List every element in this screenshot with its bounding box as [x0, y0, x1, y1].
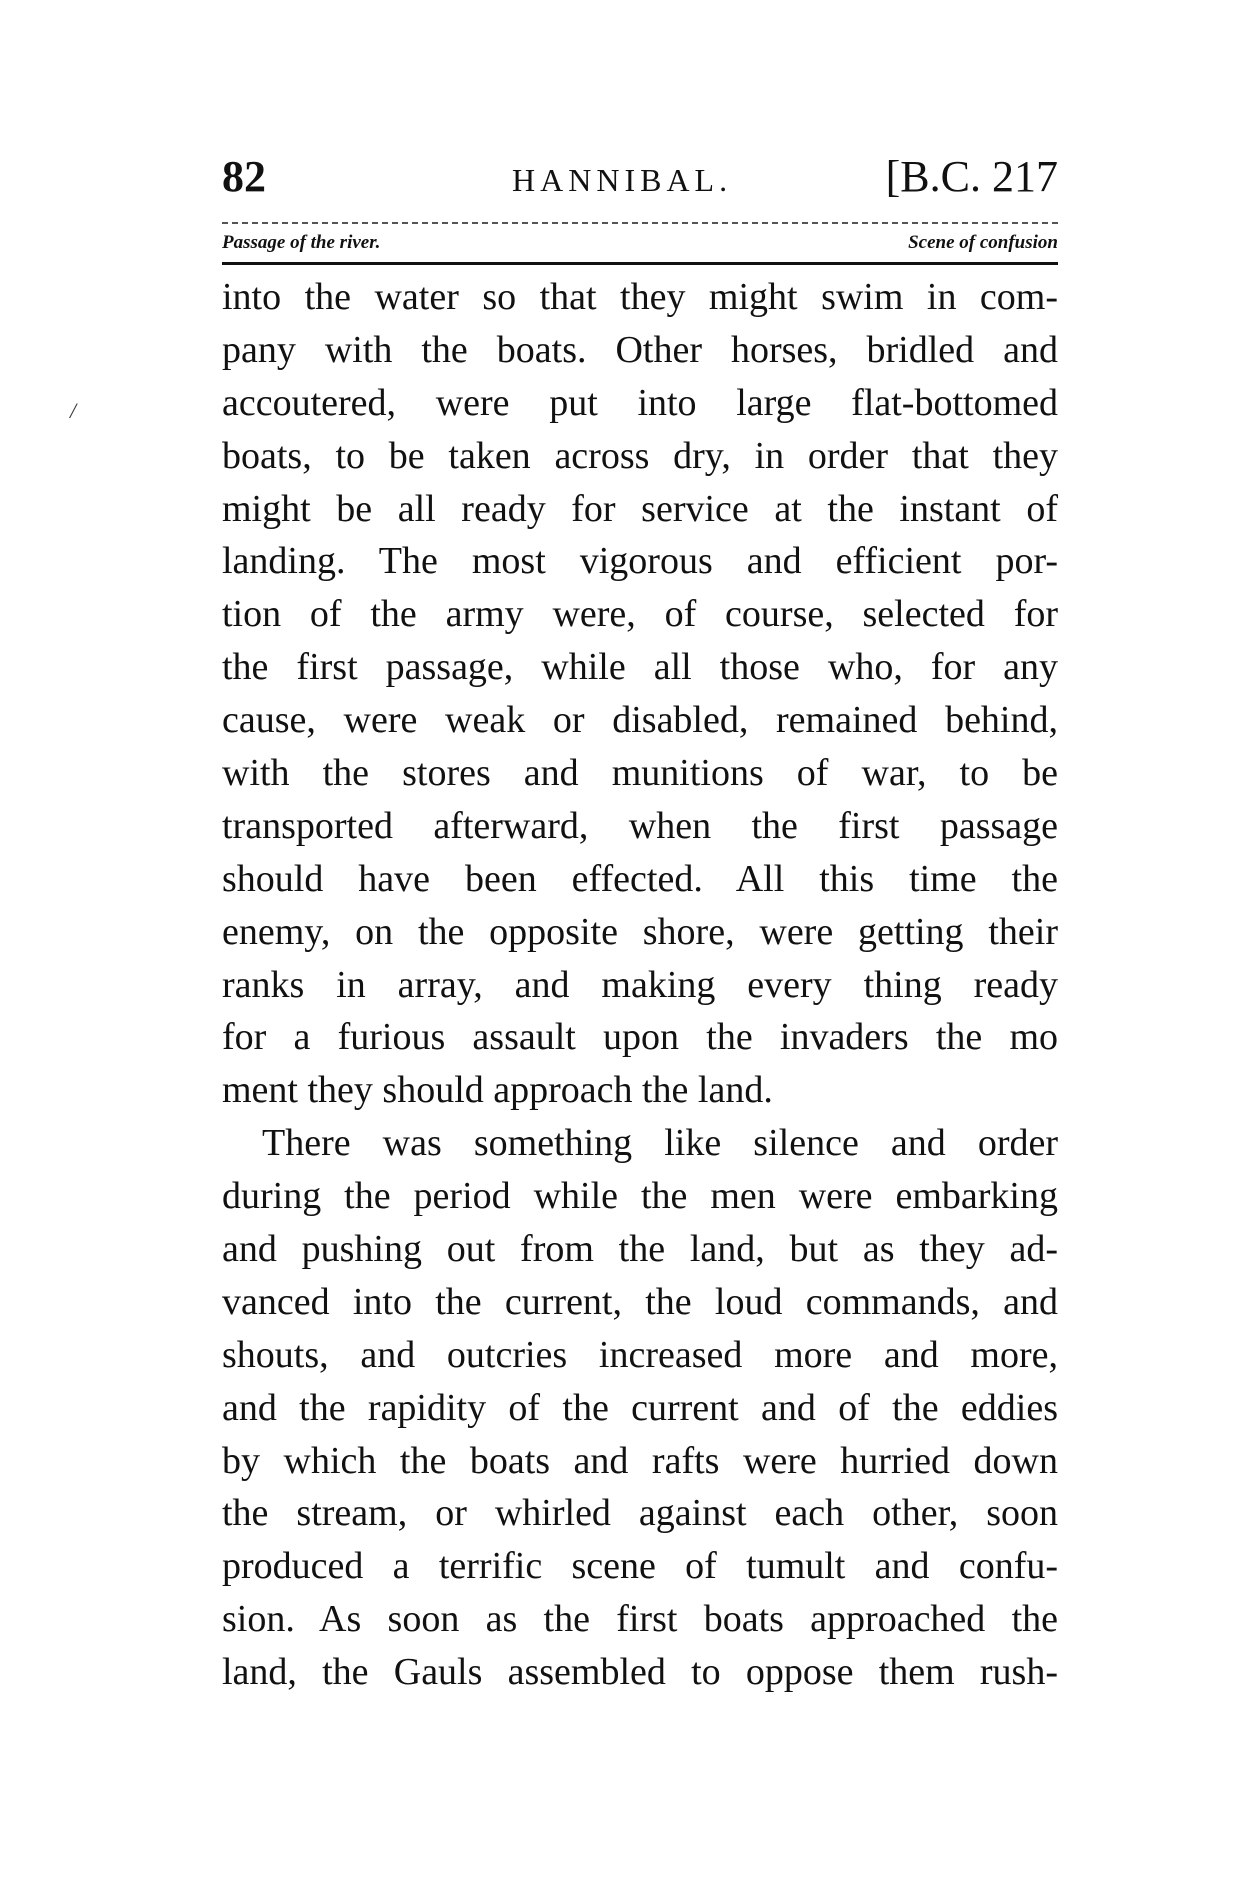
text-line: the first passage, while all those who, for any — [222, 646, 1058, 689]
paragraph-1 — [222, 271, 1058, 1117]
text-line: pany with the boats. Other horses, bridled and — [222, 328, 1058, 371]
side-note-right: Scene of confusion — [908, 232, 1058, 253]
text-line: shouts, and outcries increased more and more, — [222, 1333, 1058, 1376]
text-line: by which the boats and rafts were hurried down — [222, 1439, 1058, 1482]
text-line: ranks in array, and making every thing ready — [222, 963, 1058, 1006]
side-notes — [222, 228, 1058, 258]
date-reference: [B.C. 217 — [885, 152, 1058, 201]
running-head — [222, 150, 1058, 204]
text-line: and pushing out from the land, but as they ad- — [222, 1228, 1058, 1271]
text-line: into the water so that they might swim in com- — [222, 276, 1058, 318]
text-line: transported afterward, when the first passage — [222, 804, 1058, 847]
text-line: accoutered, were put into large flat-bottomed — [222, 381, 1058, 424]
text-line: for a furious assault upon the invaders the mo — [222, 1016, 1058, 1059]
book-title: HANNIBAL. — [512, 162, 733, 198]
text-line: with the stores and munitions of war, to be — [222, 752, 1058, 795]
paragraph-2 — [222, 1117, 1058, 1699]
text-line: the stream, or whirled against each other, soon — [222, 1492, 1058, 1535]
text-line: boats, to be taken across dry, in order that they — [222, 434, 1058, 477]
text-line: enemy, on the opposite shore, were getting their — [222, 910, 1058, 953]
text-line: during the period while the men were embarking — [222, 1175, 1058, 1218]
body-text — [222, 271, 1058, 1699]
header-rule-dashed — [222, 222, 1058, 224]
text-line: sion. As soon as the first boats approached the — [222, 1598, 1058, 1641]
margin-mark: / — [70, 398, 77, 423]
text-line: land, the Gauls assembled to oppose them rush- — [222, 1651, 1058, 1694]
text-line: There was something like silence and order — [262, 1122, 1058, 1165]
text-line: tion of the army were, of course, selected for — [222, 593, 1058, 636]
text-line: ment they should approach the land. — [222, 1069, 773, 1112]
text-line: might be all ready for service at the instant of — [222, 487, 1058, 530]
text-line: should have been effected. All this time the — [222, 857, 1058, 900]
text-line: produced a terrific scene of tumult and confu- — [222, 1545, 1058, 1588]
text-line: cause, were weak or disabled, remained behind, — [222, 699, 1058, 742]
text-line: landing. The most vigorous and efficient por- — [222, 540, 1058, 583]
header-rule-solid — [222, 262, 1058, 265]
page-number: 82 — [222, 152, 266, 201]
text-line: and the rapidity of the current and of the eddies — [222, 1386, 1058, 1429]
side-note-left: Passage of the river. — [222, 232, 381, 253]
text-line: vanced into the current, the loud commands, and — [222, 1280, 1058, 1323]
